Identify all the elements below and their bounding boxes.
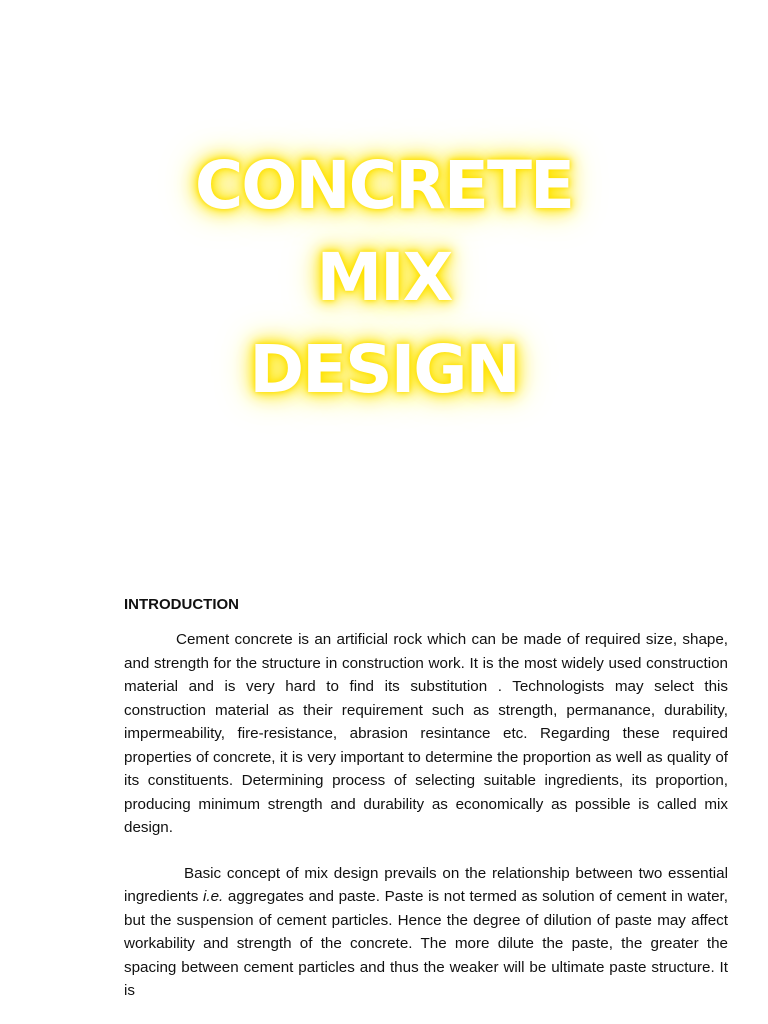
paragraph-2-part-2: aggregates and paste. Paste is not termed as solution of cement in water, but the suspension of cement particles. Hence the degree of dilution of paste may affect workability and strength of the concrete. The more dilute the paste, the greater the spacing between cement particles and thus the weaker will be ultimate paste structure. It is [124,888,728,999]
title-line-3: DESIGN [249,331,519,408]
paragraph-2 [124,862,728,1003]
title-line-1: CONCRETE [194,147,574,224]
section-heading: INTRODUCTION [124,596,239,613]
title-line-2: MIX [316,239,452,316]
paragraph-1: Cement concrete is an artificial rock which can be made of required size, shape, and strength for the structure in construction work. It is the most widely used construction material and is very hard to find its substitution . Technologists may select this construction material as their requirement such as strength, permanance, durability, impermeability, fire-resistance, abrasion resintance etc. Regarding these required properties of concrete, it is very important to determine the proportion as well as quality of its constituents. Determining process of selecting suitable ingredients, its proportion, producing minimum strength and durability as economically as possible is called mix design. [124,631,728,836]
paragraph-2-part-1: Basic concept of mix design prevails on the relationship between two essential ingredients [124,864,728,905]
paragraph-2-italic: i.e. [202,888,224,905]
title-block [0,140,768,416]
content-area [124,594,728,1024]
